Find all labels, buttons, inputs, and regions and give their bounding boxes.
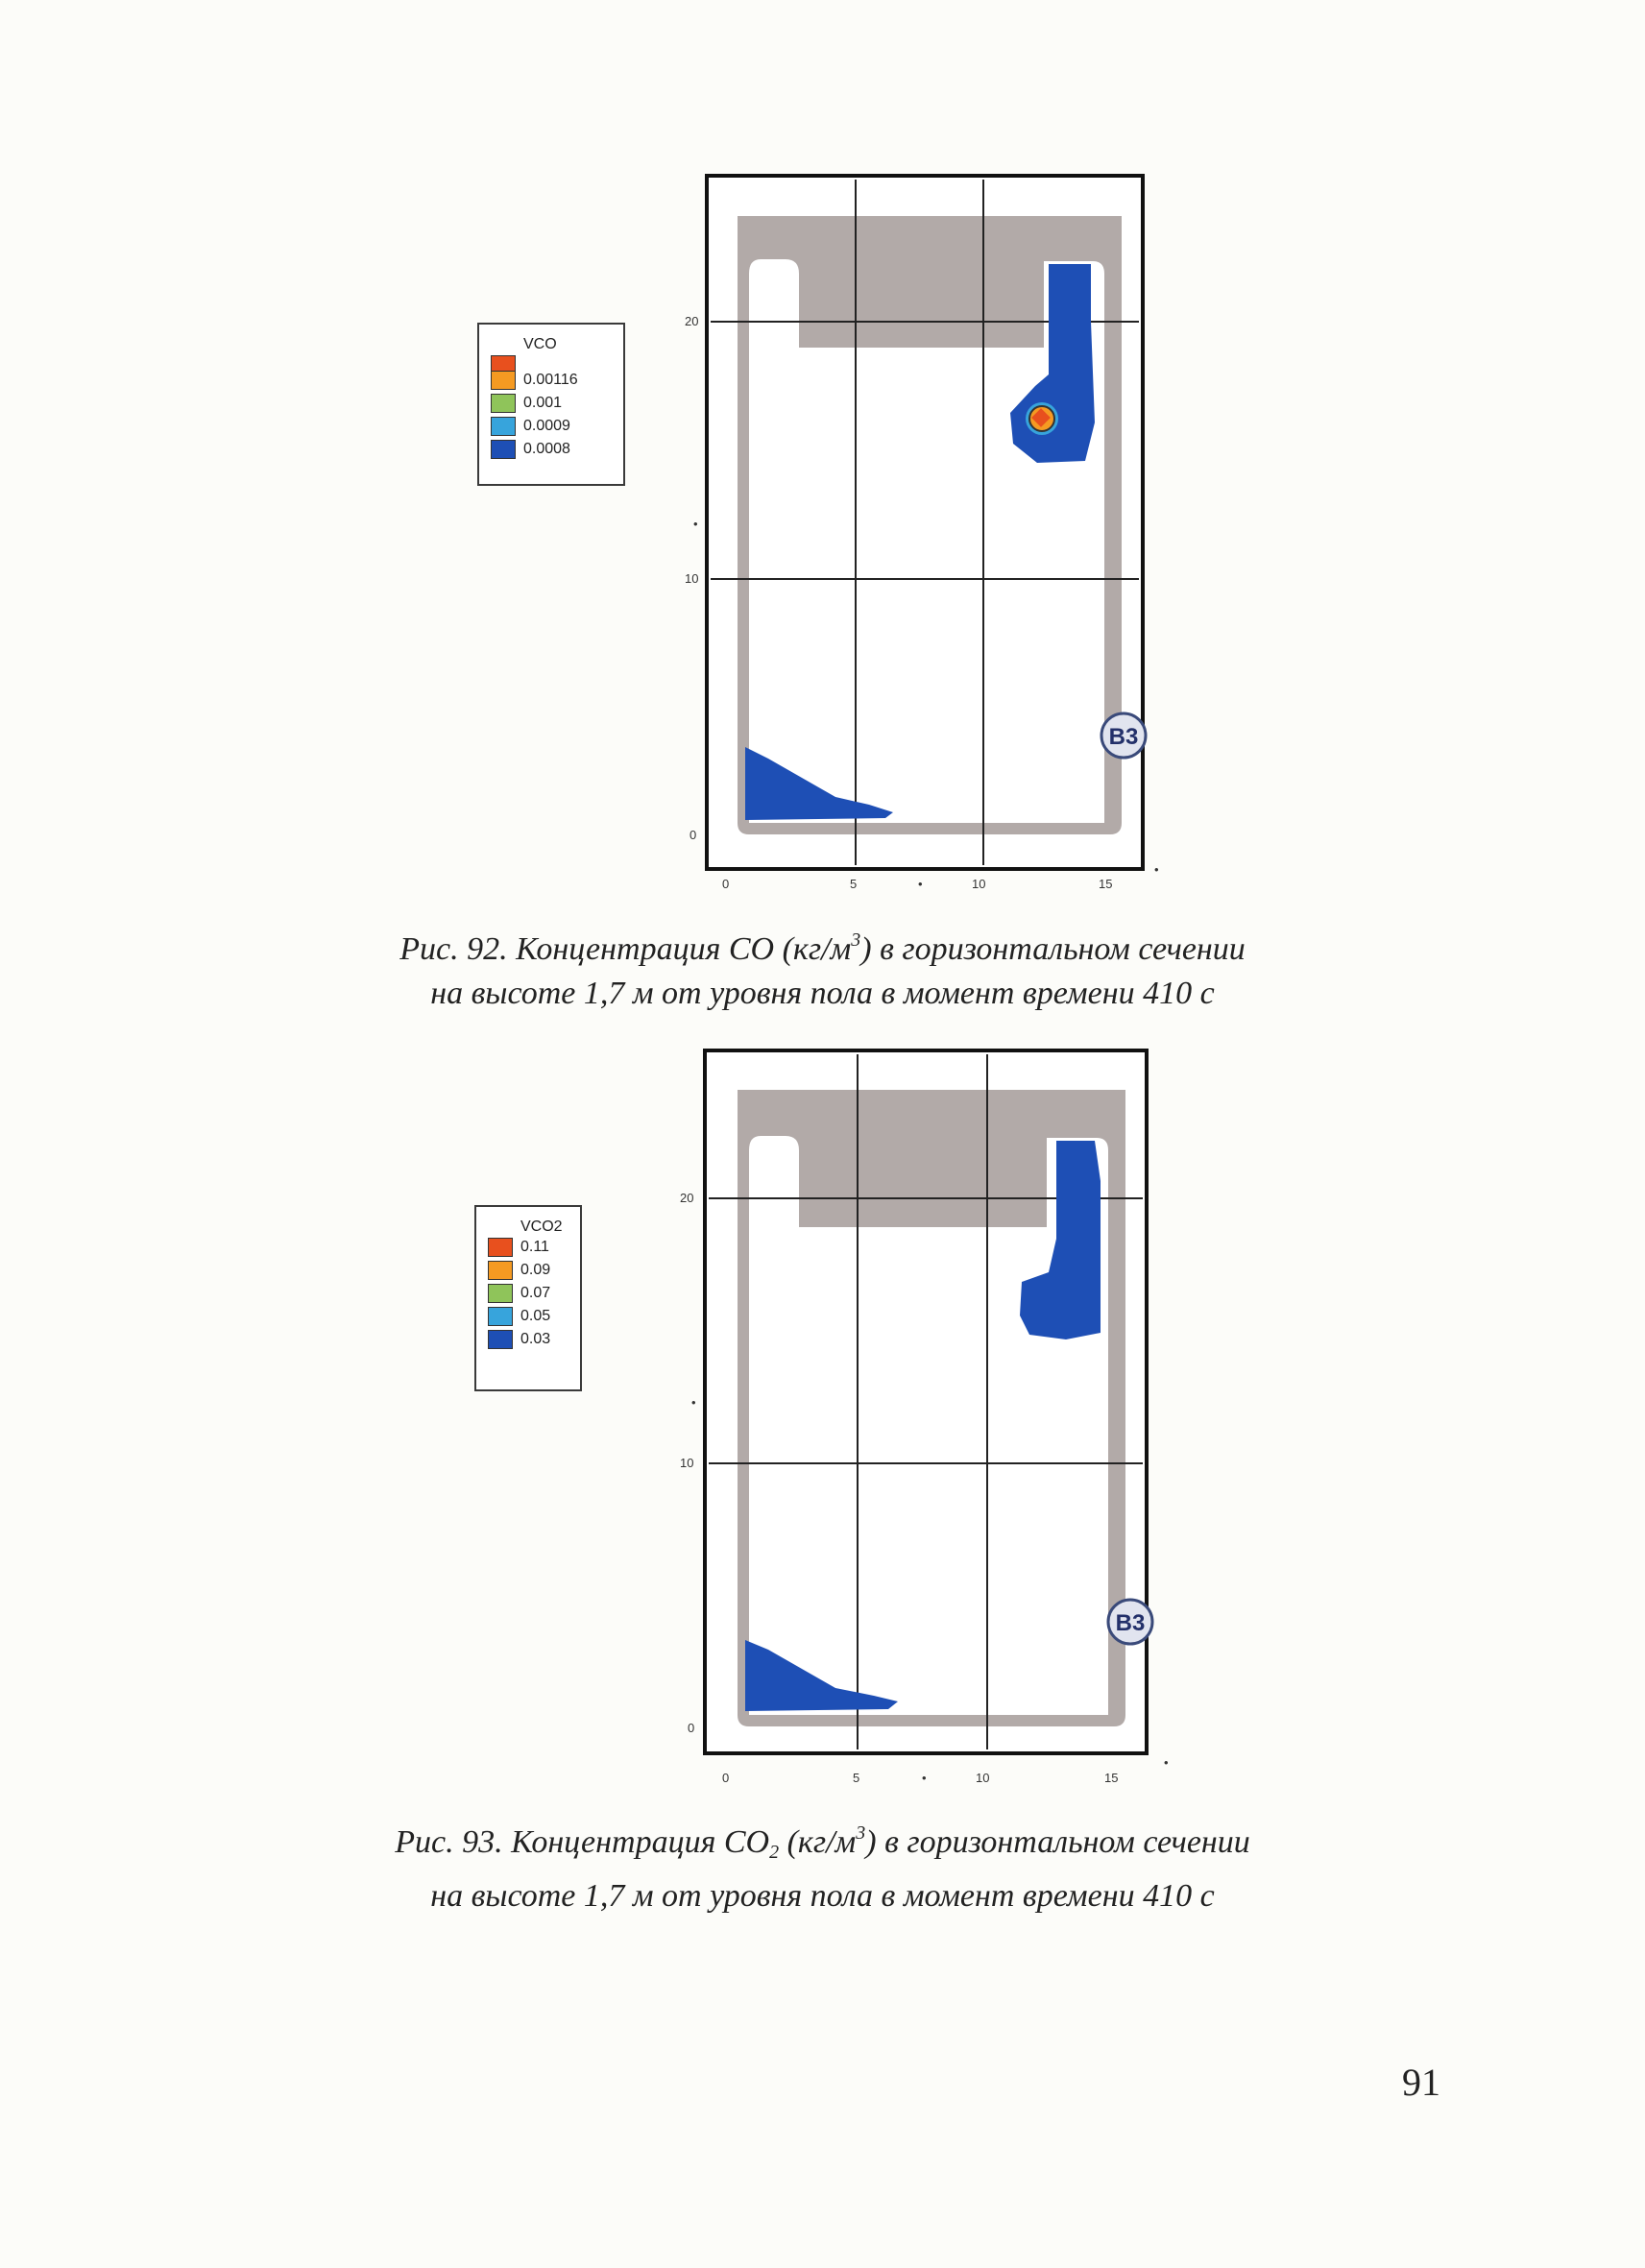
caption-line-2: на высоте 1,7 м от уровня пола в момент времени 410 с (430, 1878, 1215, 1914)
y-axis-mark: • (691, 1395, 696, 1410)
x-tick-label: 5 (850, 877, 858, 891)
x-tick-label: 10 (972, 877, 986, 891)
y-tick-label: 10 (685, 571, 699, 586)
x-tick-label: 5 (853, 1771, 860, 1785)
caption-text: (кг/м (779, 1824, 857, 1860)
legend-label: 0.05 (520, 1308, 551, 1324)
legend-title: VCO2 (520, 1218, 563, 1235)
figure-caption (0, 1811, 1645, 1918)
x-tick-label: 15 (1099, 877, 1113, 891)
corner-mark: • (1154, 862, 1159, 877)
legend-label: 0.001 (523, 395, 563, 411)
y-axis-mark: • (693, 517, 698, 531)
caption-text: Рис. 92. Концентрация CO (кг/м (399, 931, 852, 967)
y-tick-label: 0 (688, 1721, 695, 1735)
caption-line-1 (0, 1811, 1645, 1874)
legend-title: VCO (523, 336, 557, 352)
caption-text: ) в горизонтальном сечении (865, 1824, 1250, 1860)
y-tick-label: 20 (680, 1191, 694, 1205)
legend-label: 0.11 (520, 1239, 549, 1255)
exit-badge-label: B3 (1108, 724, 1139, 750)
legend-label: 0.09 (520, 1262, 551, 1278)
x-axis-mark: • (918, 877, 923, 891)
caption-text: ) в горизонтальном сечении (860, 931, 1246, 967)
legend-label: 0.03 (520, 1331, 551, 1347)
caption-subscript: 2 (769, 1842, 780, 1863)
corner-mark: • (1164, 1755, 1169, 1770)
caption-superscript: 3 (856, 1822, 866, 1844)
x-tick-label: 0 (722, 1771, 730, 1785)
y-tick-label: 10 (680, 1456, 694, 1470)
x-axis-mark: • (922, 1771, 927, 1785)
caption-superscript: 3 (851, 929, 861, 951)
x-tick-label: 0 (722, 877, 730, 891)
y-tick-label: 20 (685, 314, 699, 328)
exit-badge-label: B3 (1115, 1610, 1146, 1636)
legend-label: 0.07 (520, 1285, 551, 1301)
x-tick-label: 10 (976, 1771, 990, 1785)
x-tick-label: 15 (1104, 1771, 1119, 1785)
caption-line-2: на высоте 1,7 м от уровня пола в момент времени 410 с (430, 976, 1215, 1011)
page-number: 91 (1402, 2061, 1440, 2104)
legend-label: 0.0009 (523, 418, 570, 434)
caption-text: Рис. 93. Концентрация CO (395, 1824, 770, 1860)
y-tick-label: 0 (689, 828, 697, 842)
legend-label: 0.00116 (523, 372, 578, 388)
legend-label: 0.0008 (523, 441, 570, 457)
